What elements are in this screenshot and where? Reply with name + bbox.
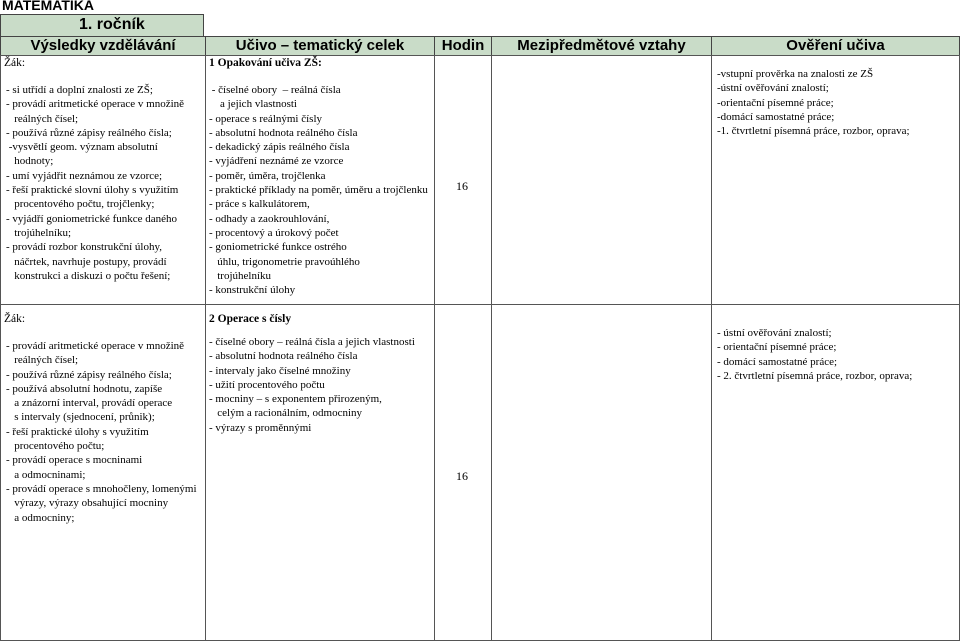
section1-overeni-list [717,67,910,138]
ucivo-line: - operace s reálnými čísly [209,112,323,125]
header-overeni: Ověření učiva [711,36,960,56]
vysledky-line: a znázorní interval, provádí operace [6,397,173,410]
vysledky-line: procentového počtu, trojčlenky; [6,198,155,211]
ucivo-line: úhlu, trigonometrie pravoúhlého [209,255,360,268]
vysledky-line: reálných čísel; [6,112,79,125]
overeni-line: -1. čtvrtletní písemná práce, rozbor, oprava; [717,125,910,138]
ucivo-line: trojúhelníku [209,269,272,282]
vysledky-line: - provádí aritmetické operace v množině [6,98,185,111]
ucivo-line: - procentový a úrokový počet [209,226,339,239]
vysledky-line: procentového počtu; [6,440,105,453]
vysledky-line: - provádí rozbor konstrukční úlohy, [6,241,163,254]
vysledky-line: - provádí aritmetické operace v množině [6,340,185,352]
ucivo-line: - číselné obory – reálná čísla [209,84,341,96]
section2-mezipredmetove-cell [491,304,712,641]
vysledky-line: - umí vyjádřit neznámou ze vzorce; [6,169,163,182]
vysledky-line: - provádí operace s mocninami [6,454,143,467]
section2-overeni-list [717,326,912,383]
ucivo-line: - dekadický zápis reálného čísla [209,141,350,154]
section2-ucivo-list [209,335,415,435]
ucivo-line: - vyjádření neznámé ze vzorce [209,155,344,168]
header-vysledky: Výsledky vzdělávání [0,36,206,56]
ucivo-line: a jejich vlastnosti [209,98,297,111]
ucivo-line: - konstrukční úlohy [209,284,296,297]
ucivo-line: celým a racionálním, odmocniny [209,407,363,420]
ucivo-line: - práce s kalkulátorem, [209,198,310,211]
section1-vysledky-list [6,83,184,283]
vysledky-line: výrazy, výrazy obsahující mocniny [6,497,169,510]
subject-title: MATEMATIKA [2,0,95,13]
overeni-line: - orientační písemné práce; [717,341,837,354]
vysledky-line: - vyjádří goniometrické funkce daného [6,212,178,225]
header-ucivo: Učivo – tematický celek [205,36,435,56]
ucivo-line: - poměr, úměra, trojčlenka [209,169,326,182]
vysledky-line: - řeší praktické úlohy s využitím [6,425,149,438]
header-hodin: Hodin [434,36,492,56]
section2-hodin: 16 [456,469,468,483]
vysledky-line: - používá absolutní hodnotu, zapíše [6,382,163,395]
vysledky-line: - používá různé zápisy reálného čísla; [6,126,172,139]
section2-zak-label: Žák: [4,313,26,325]
vysledky-line: s intervaly (sjednocení, průnik); [6,411,155,424]
section1-ucivo-list [209,83,428,297]
ucivo-line: - goniometrické funkce ostrého [209,241,347,254]
vysledky-line: trojúhelníku; [6,226,72,239]
vysledky-line: a odmocninami; [6,468,86,481]
overeni-line: -domácí samostatné práce; [717,110,835,123]
vysledky-line: náčrtek, navrhuje postupy, provádí [6,255,167,268]
overeni-line: -ústní ověřování znalostí; [717,82,829,95]
ucivo-line: - mocniny – s exponentem přirozeným, [209,393,382,406]
ucivo-line: - absolutní hodnota reálného čísla [209,350,358,363]
vysledky-line: - používá různé zápisy reálného čísla; [6,368,172,381]
ucivo-line: - intervaly jako číselné množiny [209,364,351,377]
ucivo-line: - užití procentového počtu [209,378,325,391]
grade-label: 1. ročník [79,16,145,33]
ucivo-line: - absolutní hodnota reálného čísla [209,126,358,139]
section2-ucivo-title: 2 Operace s čísly [209,313,292,325]
header-mezipredmetove: Mezipředmětové vztahy [491,36,712,56]
overeni-line: - ústní ověřování znalostí; [717,327,832,339]
vysledky-line: - si utřídí a doplní znalosti ze ZŠ; [6,84,153,96]
vysledky-line: -vysvětlí geom. význam absolutní [6,141,158,154]
section1-mezipredmetove-cell [491,55,712,305]
vysledky-line: - provádí operace s mnohočleny, lomenými [6,482,197,495]
ucivo-line: - výrazy s proměnnými [209,421,312,434]
overeni-line: - 2. čtvrtletní písemná práce, rozbor, oprava; [717,369,913,382]
section1-zak-label: Žák: [4,57,26,69]
vysledky-line: hodnoty; [6,155,54,168]
vysledky-line: reálných čísel; [6,354,79,367]
ucivo-line: - číselné obory – reálná čísla a jejich vlastnosti [209,336,415,348]
section1-ucivo-title: 1 Opakování učiva ZŠ: [209,57,322,69]
vysledky-line: - řeší praktické slovní úlohy s využitím [6,184,179,197]
overeni-line: -orientační písemné práce; [717,96,834,109]
vysledky-line: a odmocniny; [6,511,75,524]
overeni-line: - domácí samostatné práce; [717,355,838,368]
section2-vysledky-list [6,339,197,525]
ucivo-line: - praktické příklady na poměr, úměru a trojčlenku [209,184,428,197]
vysledky-line: konstrukci a diskuzi o počtu řešení; [6,269,171,282]
section1-hodin: 16 [456,179,468,193]
overeni-line: -vstupní prověrka na znalosti ze ZŠ [717,68,874,80]
ucivo-line: - odhady a zaokrouhlování, [209,212,330,225]
